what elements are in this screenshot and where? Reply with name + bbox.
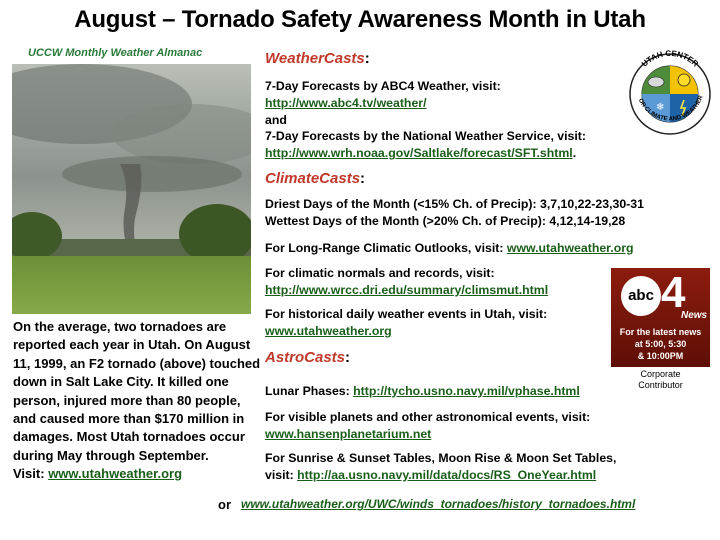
astrocasts-colon: :: [345, 349, 351, 366]
longrange-link[interactable]: www.utahweather.org: [506, 241, 634, 255]
historical-events: [265, 306, 605, 340]
and-label: and: [265, 112, 287, 127]
page-title: August – Tornado Safety Awareness Month in Utah: [74, 6, 646, 33]
utah-center-logo: [628, 40, 712, 138]
tornado-1999-text: On August 11, 1999, an F2 tornado (above) touched down in Salt Lake City. It killed one person, injured more than 80 people, and caused more than $170 million in damages. Most Utah tornadoes occur during May through September.: [13, 337, 261, 463]
sponsor-line-3: & 10:00PM: [637, 351, 684, 361]
visible-planets: [265, 409, 705, 443]
abc-logo: abc: [621, 276, 661, 316]
svg-text:❄: ❄: [656, 102, 665, 113]
climatecasts-heading: ClimateCasts: [265, 170, 361, 187]
period: .: [572, 146, 577, 161]
abc4-forecast-label: 7-Day Forecasts by ABC4 Weather, visit:: [265, 79, 501, 93]
astrocasts-section: [265, 349, 350, 367]
logo-top-text: UTAH CENTER: [639, 48, 701, 69]
tornado-description: [13, 318, 263, 484]
logo-bottom-text: OR CLIMATE AND WEATHER: [636, 94, 705, 123]
normals-label: For climatic normals and records, visit:: [265, 266, 495, 280]
historical-link[interactable]: www.utahweather.org: [265, 323, 392, 338]
weathercasts-heading: WeatherCasts: [265, 50, 365, 67]
sunrise-label: For Sunrise & Sunset Tables, Moon Rise & Moon Set Tables,: [265, 451, 617, 465]
normals-link[interactable]: http://www.wrcc.dri.edu/summary/climsmut.html: [265, 282, 549, 297]
climatecasts-colon: :: [360, 170, 366, 187]
planets-label: For visible planets and other astronomical events, visit:: [265, 410, 591, 424]
sunrise-visit-label: visit:: [265, 467, 294, 482]
weathercasts-body: [265, 78, 625, 162]
almanac-label: UCCW Monthly Weather Almanac: [28, 47, 203, 59]
weathercasts-section: [265, 50, 370, 68]
tornado-photo: [12, 64, 251, 314]
utahweather-link[interactable]: www.utahweather.org: [48, 466, 183, 482]
history-tornadoes-link[interactable]: www.utahweather.org/UWC/winds_tornadoes/history_tornadoes.html: [241, 497, 636, 511]
hansen-planetarium-link[interactable]: www.hansenplanetarium.net: [265, 426, 432, 441]
news-label: News: [681, 310, 708, 321]
lunar-phases: [265, 383, 625, 400]
visit-label: Visit:: [13, 466, 45, 482]
longrange-label: For Long-Range Climatic Outlooks, visit:: [265, 241, 504, 255]
abc4-weather-link[interactable]: http://www.abc4.tv/weather/: [265, 95, 427, 110]
lunar-label: Lunar Phases:: [265, 384, 350, 398]
channel-number: 4: [661, 268, 686, 317]
lunar-link[interactable]: http://tycho.usno.navy.mil/vphase.html: [353, 384, 580, 398]
nws-forecast-link[interactable]: http://www.wrh.noaa.gov/Saltlake/forecast/SFT.shtml: [265, 146, 573, 161]
tornado-frequency-text: On the average, two tornadoes are reported each year in Utah.: [13, 319, 227, 353]
wettest-days: Wettest Days of the Month (>20% Ch. of Precip): 4,12,14-19,28: [265, 214, 626, 228]
astrocasts-heading: AstroCasts: [265, 349, 346, 366]
historical-label: For historical daily weather events in Utah, visit:: [265, 307, 548, 321]
caption-line-2: Contributor: [638, 380, 683, 390]
weathercasts-colon: :: [364, 50, 370, 67]
abc4-sponsor-ad[interactable]: [611, 268, 710, 367]
driest-days: Driest Days of the Month (<15% Ch. of Precip): 3,7,10,22-23,30-31: [265, 197, 644, 211]
or-label: or: [218, 497, 231, 512]
sponsor-schedule: [611, 326, 710, 362]
usno-rs-link[interactable]: http://aa.usno.navy.mil/data/docs/RS_OneYear.html: [297, 467, 597, 482]
longrange-outlook: [265, 240, 705, 257]
sponsor-line-1: For the latest news: [619, 327, 702, 337]
caption-line-1: Corporate: [640, 369, 681, 379]
sponsor-line-2: at 5:00, 5:30: [634, 339, 687, 349]
corporate-contributor-caption: [611, 369, 710, 391]
nws-forecast-label: 7-Day Forecasts by the National Weather Service, visit:: [265, 129, 586, 144]
sunrise-tables: [265, 450, 705, 484]
climatecasts-section: [265, 170, 365, 188]
climatic-normals: [265, 265, 605, 299]
